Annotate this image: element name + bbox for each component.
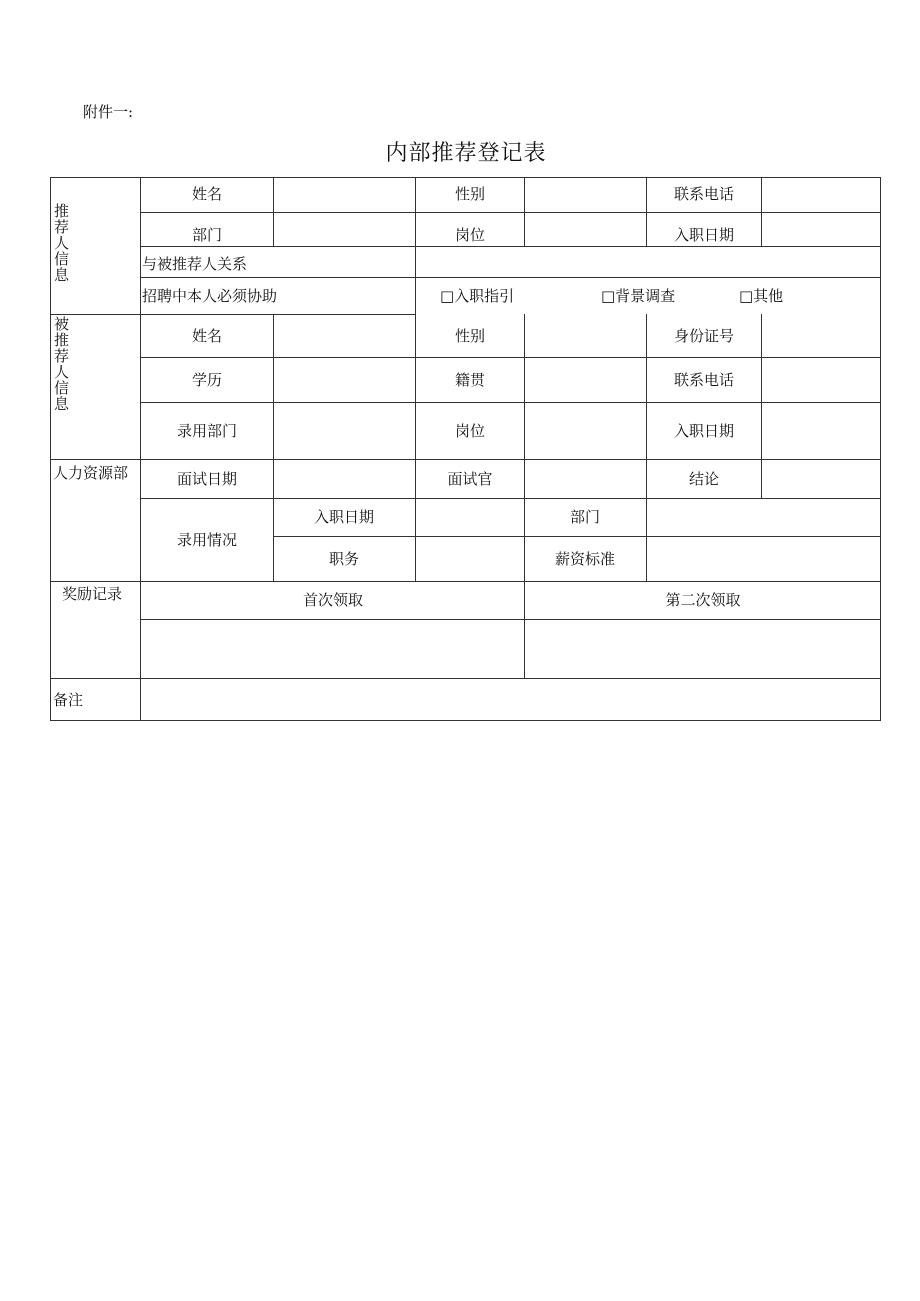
- interview-date-label: 面试日期: [176, 470, 238, 488]
- hiring-status-label: 录用情况: [176, 531, 238, 549]
- referrer-phone-label: 联系电话: [673, 185, 735, 203]
- referrer-section-label: 推荐人信息: [54, 202, 70, 284]
- page-title: 内部推荐登记表: [385, 141, 547, 166]
- referrer-position-label: 岗位: [454, 226, 486, 244]
- option-background-check-checkbox[interactable]: □背景调查: [601, 287, 676, 305]
- referrer-dept-label: 部门: [191, 226, 223, 244]
- referee-name-label: 姓名: [191, 327, 223, 345]
- referee-position-label: 岗位: [454, 422, 486, 440]
- conclusion-label: 结论: [688, 470, 720, 488]
- relation-label: 与被推荐人关系: [142, 255, 248, 273]
- referee-id-label: 身份证号: [673, 327, 735, 345]
- remarks-label: 备注: [53, 691, 84, 709]
- second-reward-label: 第二次领取: [665, 591, 741, 609]
- assist-label: 招聘中本人必须协助: [142, 287, 278, 305]
- hr-hire-date-label: 入职日期: [313, 508, 375, 526]
- option-onboarding-checkbox[interactable]: □入职指引: [440, 287, 515, 305]
- salary-label: 薪资标准: [554, 550, 616, 568]
- reward-section-label: 奖励记录: [62, 585, 123, 603]
- job-title-label: 职务: [328, 550, 360, 568]
- referrer-name-label: 姓名: [191, 185, 223, 203]
- referee-phone-label: 联系电话: [673, 371, 735, 389]
- hr-section-label: 人力资源部: [53, 464, 129, 482]
- referee-hire-dept-label: 录用部门: [176, 422, 238, 440]
- referee-gender-label: 性别: [454, 327, 486, 345]
- first-reward-label: 首次领取: [302, 591, 364, 609]
- referee-section-label: 被推荐人信息: [54, 315, 70, 413]
- referrer-gender-label: 性别: [454, 185, 486, 203]
- registration-form: [50, 177, 881, 721]
- referrer-hire-date-label: 入职日期: [673, 226, 735, 244]
- interviewer-label: 面试官: [447, 470, 493, 488]
- attachment-label: 附件一:: [83, 103, 134, 121]
- option-other-checkbox[interactable]: □其他: [739, 287, 784, 305]
- referee-edu-label: 学历: [191, 371, 223, 389]
- referee-native-label: 籍贯: [454, 371, 486, 389]
- hr-dept-label: 部门: [569, 508, 601, 526]
- referee-hire-date-label: 入职日期: [673, 422, 735, 440]
